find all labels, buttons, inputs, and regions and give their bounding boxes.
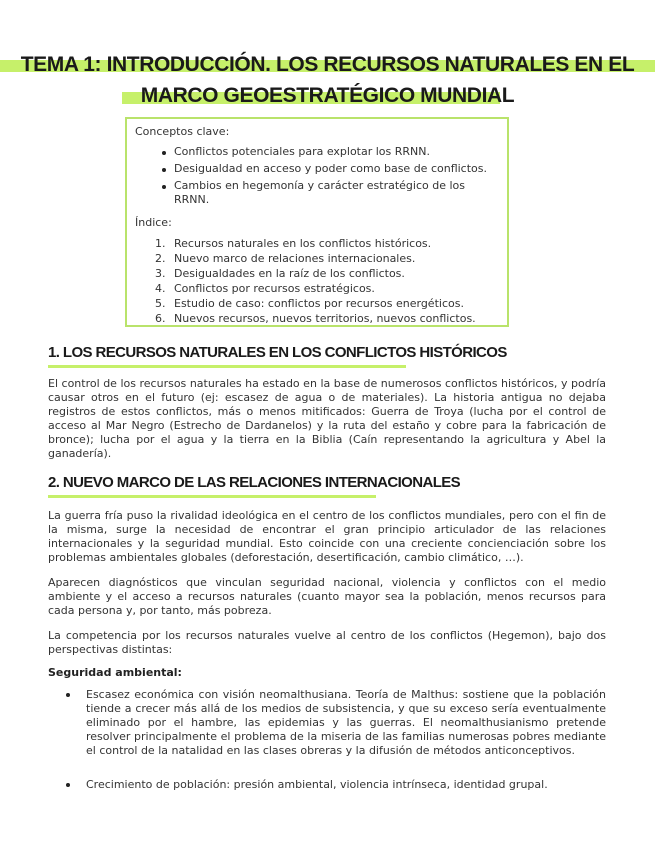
section2-paragraph-1: La guerra fría puso la rivalidad ideológica en el centro de los conflictos mundiales, pero con el fin de la misma, surge la necesidad de encontrar el gran principio articulador de las relaciones internacionales y la seguridad mundial. Esto coincide con una creciente concienciación sobre los problemas ambientales globales (deforestación, desertificación, cambio climático, …).: [48, 509, 606, 564]
bullet-icon: [66, 783, 70, 787]
index-item: Nuevo marco de relaciones internacionales.: [174, 252, 416, 265]
bullet-icon: [162, 185, 166, 189]
index-item: Desigualdades en la raíz de los conflictos.: [174, 267, 405, 280]
index-number: 5.: [155, 297, 166, 310]
index-number: 1.: [155, 237, 166, 250]
bullet-icon: [66, 693, 70, 697]
page-title-line-1: TEMA 1: INTRODUCCIÓN. LOS RECURSOS NATURALES EN EL: [20, 53, 635, 76]
index-number: 2.: [155, 252, 166, 265]
bullet-icon: [162, 151, 166, 155]
concept-item-continued: RRNN.: [174, 193, 210, 206]
bullet-icon: [162, 168, 166, 172]
subheading-seguridad-ambiental: Seguridad ambiental:: [48, 666, 182, 679]
index-number: 6.: [155, 312, 166, 325]
concepts-heading: Conceptos clave:: [135, 125, 230, 138]
section2-underline: [48, 495, 376, 498]
page-title-line-2: MARCO GEOESTRATÉGICO MUNDIAL: [140, 84, 515, 107]
index-heading: Índice:: [135, 216, 172, 229]
index-item: Nuevos recursos, nuevos territorios, nuevos conflictos.: [174, 312, 476, 325]
index-item: Conflictos por recursos estratégicos.: [174, 282, 375, 295]
concept-item: Conflictos potenciales para explotar los RRNN.: [174, 145, 431, 158]
section1-underline: [48, 365, 406, 368]
concept-item: Cambios en hegemonía y carácter estratégico de los: [174, 179, 466, 192]
index-item: Recursos naturales en los conflictos históricos.: [174, 237, 432, 250]
concept-item: Desigualdad en acceso y poder como base de conflictos.: [174, 162, 488, 175]
section2-paragraph-3: La competencia por los recursos naturales vuelve al centro de los conflictos (Hegemon), bajo dos perspectivas distintas:: [48, 629, 606, 656]
section2-heading: 2. NUEVO MARCO DE LAS RELACIONES INTERNACIONALES: [48, 474, 461, 491]
index-number: 3.: [155, 267, 166, 280]
section2-paragraph-2: Aparecen diagnósticos que vinculan seguridad nacional, violencia y conflictos con el medio ambiente y el acceso a recursos naturales (cuanto mayor sea la población, menos recursos para cada persona y, por tanto, más pobreza.: [48, 576, 606, 617]
seguridad-bullet-item: Escasez económica con visión neomalthusiana. Teoría de Malthus: sostiene que la población tiende a crecer más allá de los medios de subsistencia, y que su exceso sería eventualmente eliminado por el hambre, las epidemias y las guerras. El neomalthusianismo pretende resolver principalmente el problema de la miseria de las familias numerosas pobres mediante el control de la natalidad en las clases obreras y la difusión de métodos anticonceptivos.: [86, 688, 606, 757]
section1-paragraph: El control de los recursos naturales ha estado en la base de numerosos conflictos históricos, y podría causar otros en el futuro (ej: escasez de agua o de materiales). La historia antigua no dejaba registros de estos conflictos, más o menos mitificados: Guerra de Troya (lucha por el control de acceso al Mar Negro (Estrecho de Dardanelos) y la ruta del estaño y cobre para la fabricación de bronce); lucha por el agua y la tierra en la Biblia (Caín representando la agricultura y Abel la ganadería).: [48, 377, 606, 460]
index-item: Estudio de caso: conflictos por recursos energéticos.: [174, 297, 464, 310]
index-number: 4.: [155, 282, 166, 295]
seguridad-bullet-item: Crecimiento de población: presión ambiental, violencia intrínseca, identidad grupal.: [86, 778, 548, 791]
section1-heading: 1. LOS RECURSOS NATURALES EN LOS CONFLICTOS HISTÓRICOS: [48, 344, 507, 361]
